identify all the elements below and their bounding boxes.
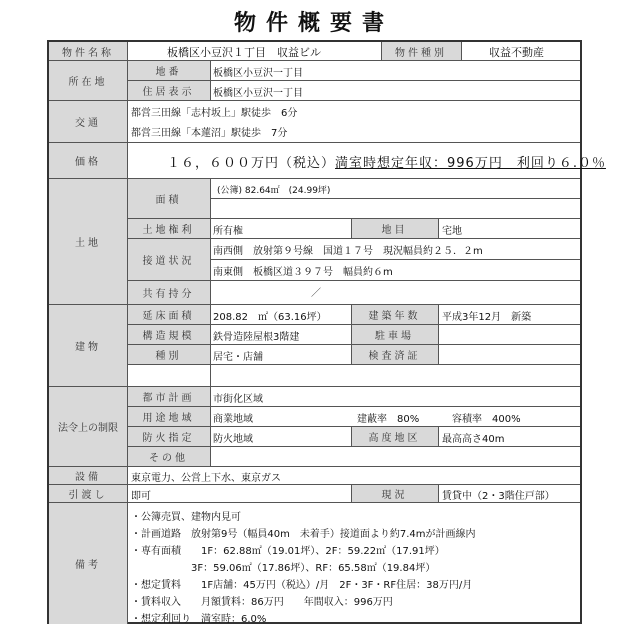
remark-line: ・公簿売買、建物内見可 <box>131 512 241 523</box>
remark-line: ・専有面積 1F：62.88㎡（19.01坪）、2F：59.22㎡（17.91坪） <box>131 546 445 557</box>
road-line-1: 南西側 放射第９号線 国道１７号 現況幅員約２５．２m <box>213 246 483 257</box>
label-built: 建築年数 <box>351 304 438 324</box>
remark-line: ・想定利回り 満室時：6.0% <box>131 614 267 625</box>
label-parking: 駐車場 <box>351 324 438 344</box>
city-plan-value: 市街化区域 <box>213 394 263 405</box>
structure-value: 鉄骨造陸屋根3階建 <box>213 332 300 343</box>
label-access: 交通 <box>49 100 127 142</box>
price-value <box>167 152 606 171</box>
property-sheet <box>47 40 606 625</box>
label-other: その他 <box>127 446 210 466</box>
handover-value: 即可 <box>131 491 151 502</box>
label-land: 土地 <box>49 178 127 304</box>
label-location: 所在地 <box>49 60 127 100</box>
label-price: 価格 <box>49 142 127 178</box>
current-value: 賃貸中（2・3階住戸部） <box>442 491 555 502</box>
label-height-district: 高度地区 <box>351 426 438 446</box>
far-value: 容積率 400% <box>452 414 521 425</box>
built-value: 平成3年12月 新築 <box>442 312 532 323</box>
land-right-value: 所有権 <box>213 226 243 237</box>
use-type-value: 居宅・店舗 <box>213 352 263 363</box>
land-category-value: 宅地 <box>442 226 462 237</box>
road-line-2: 南東側 板橋区道３９７号 幅員約６m <box>213 267 393 278</box>
label-zoning: 用途地域 <box>127 406 210 426</box>
label-building: 建物 <box>49 304 127 386</box>
label-structure: 構造規模 <box>127 324 210 344</box>
label-land-category: 地目 <box>351 218 438 238</box>
label-regulation: 法令上の制限 <box>49 386 127 466</box>
property-kind: 収益不動産 <box>489 46 544 59</box>
label-city-plan: 都市計画 <box>127 386 210 406</box>
price-yield: 満室時想定年収：996万円 利回り６.０％ <box>335 156 606 171</box>
land-area-value: (公簿) 82.64㎡ (24.99坪) <box>217 186 331 196</box>
label-floor-area: 延床面積 <box>127 304 210 324</box>
label-use-type: 種別 <box>127 344 210 364</box>
label-remarks: 備考 <box>49 502 127 624</box>
price-amount: １６，６００万円（税込） <box>167 156 336 171</box>
remark-line: 3F：59.06㎡（17.86坪）、RF：65.58㎡（19.84坪） <box>191 563 436 574</box>
coverage-value: 建蔽率 80% <box>357 414 420 425</box>
label-current: 現況 <box>351 484 438 502</box>
label-residence: 住居表示 <box>127 80 210 100</box>
label-land-right: 土地権利 <box>127 218 210 238</box>
shared-value: ／ <box>311 288 321 299</box>
label-handover: 引渡し <box>49 484 127 502</box>
label-road: 接道状況 <box>127 238 210 280</box>
label-kind: 物件種別 <box>381 42 461 60</box>
access-line-1: 都営三田線「志村坂上」駅徒歩 6分 <box>131 108 298 119</box>
label-shared: 共有持分 <box>127 280 210 304</box>
label-land-area: 面積 <box>127 178 210 218</box>
access-line-2: 都営三田線「本蓮沼」駅徒歩 7分 <box>131 128 288 139</box>
label-fire: 防火指定 <box>127 426 210 446</box>
residence-value: 板橋区小豆沢一丁目 <box>213 88 303 99</box>
zoning-value: 商業地域 <box>213 414 253 425</box>
remark-line: ・計画道路 放射第9号（幅員40m 未着手）接道面より約7.4mが計画線内 <box>131 529 476 540</box>
label-inspection: 検査済証 <box>351 344 438 364</box>
remark-line: ・想定賃料 1F店舗：45万円（税込）/月 2F・3F・RF住居：38万円/月 <box>131 580 473 591</box>
lot-value: 板橋区小豆沢一丁目 <box>213 68 303 79</box>
remark-line: ・賃料収入 月額賃料：86万円 年間収入：996万円 <box>131 597 393 608</box>
floor-area-value: 208.82 ㎡（63.16坪） <box>213 312 327 323</box>
property-name: 板橋区小豆沢１丁目 収益ビル <box>167 46 321 59</box>
page-title: 物件概要書 <box>233 11 394 36</box>
fire-value: 防火地域 <box>213 434 253 445</box>
height-value: 最高高さ40m <box>442 434 505 445</box>
label-name: 物件名称 <box>49 42 127 60</box>
facilities-value: 東京電力、公営上下水、東京ガス <box>131 473 281 484</box>
label-lot: 地番 <box>127 60 210 80</box>
label-facilities: 設備 <box>49 466 127 484</box>
